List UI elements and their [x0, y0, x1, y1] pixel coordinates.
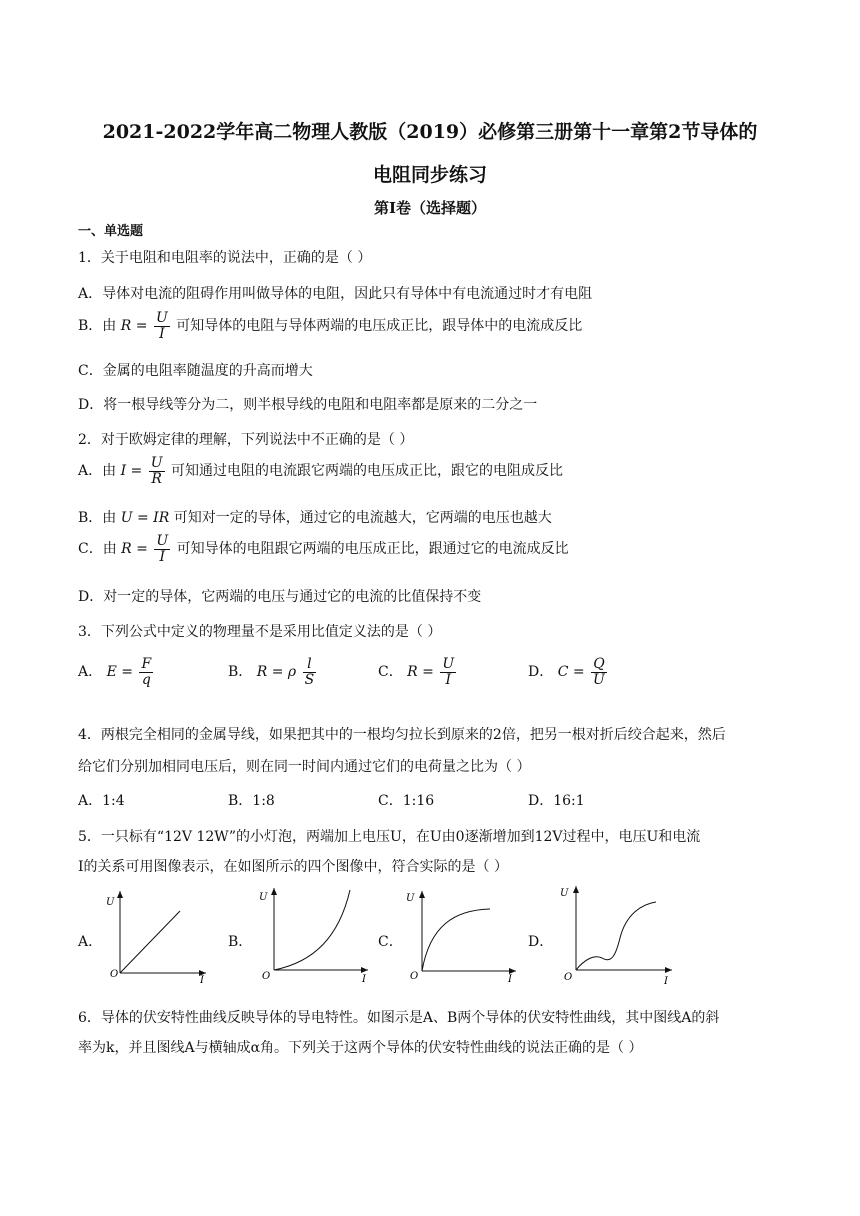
q3-b-den: S	[304, 671, 315, 688]
q5-stem-line2: I的关系可用图像表示，在如图所示的四个图像中，符合实际的是（ ）	[78, 859, 508, 875]
q2-a-num: U	[150, 455, 163, 471]
q1-b-prefix: B．由	[78, 318, 117, 335]
q3-c-label: C．	[378, 664, 403, 681]
q5-option-b-label: B．	[228, 934, 253, 950]
q6-stem-line1: 6．导体的伏安特性曲线反映导体的导电特性。如图示是A、B两个导体的伏安特性曲线，其中图线A的斜	[78, 1010, 720, 1026]
q5-option-d-label: D．	[528, 934, 554, 950]
q5-d-axis-u: U	[560, 888, 569, 899]
q3-d-lhs: C =	[557, 664, 585, 681]
q3-a-num: F	[141, 656, 152, 672]
q1-option-a: A．导体对电流的阻碍作用叫做导体的电阻，因此只有导体中有电流通过时才有电阻	[78, 286, 593, 302]
q3-a-fraction	[139, 657, 153, 687]
q2-option-c	[78, 534, 569, 564]
q5-b-axis-i: I	[362, 974, 366, 985]
q3-b-label: B．	[228, 664, 253, 681]
q6-stem-line2: 率为k，并且图线A与横轴成α角。下列关于这两个导体的伏安特性曲线的说法正确的是（ ）	[78, 1040, 643, 1056]
q1-stem: 1．关于电阻和电阻率的说法中，正确的是（ ）	[78, 250, 372, 266]
q3-d-label: D．	[528, 664, 554, 681]
q4-option-d: D．16:1	[528, 793, 585, 809]
q2-a-prefix: A．由	[78, 463, 117, 480]
q5-a-axis-u: U	[106, 897, 115, 908]
q2-c-fraction	[154, 534, 170, 564]
q3-a-den: q	[141, 671, 151, 688]
q3-c-den: I	[445, 671, 452, 688]
q2-c-num: U	[156, 533, 169, 549]
q5-graph-c	[400, 885, 520, 985]
q4-option-c: C．1:16	[378, 793, 435, 809]
q5-option-c-label: C．	[378, 934, 403, 950]
q2-stem: 2．对于欧姆定律的理解，下列说法中不正确的是（ ）	[78, 432, 414, 448]
q5-graph-b	[254, 882, 374, 986]
q2-c-formula-lhs: R =	[121, 541, 148, 558]
q4-stem-line1: 4．两根完全相同的金属导线，如果把其中的一根均匀拉长到原来的2倍，把另一根对折后绞合起来，然后	[78, 727, 726, 743]
q5-c-axis-u: U	[406, 893, 415, 904]
q2-c-den: I	[159, 548, 166, 565]
q5-option-a-label: A．	[78, 934, 103, 950]
q5-c-origin: O	[410, 971, 419, 982]
q3-c-num: U	[442, 656, 455, 672]
q5-graph-d	[554, 880, 676, 988]
volume-heading: 第I卷（选择题）	[373, 199, 487, 217]
q1-b-fraction	[154, 311, 170, 341]
q5-b-axis-u: U	[259, 892, 268, 903]
q2-c-text: 可知导体的电阻跟它两端的电压成正比，跟通过它的电流成反比	[176, 541, 569, 558]
q4-option-b: B．1:8	[228, 793, 275, 809]
q2-b-text: 可知对一定的导体，通过它的电流越大，它两端的电压也越大	[173, 510, 552, 526]
q2-option-b	[78, 507, 552, 527]
q2-a-fraction	[149, 456, 165, 486]
doc-title-line1: 2021-2022学年高二物理人教版（2019）必修第三册第十一章第2节导体的	[102, 121, 758, 143]
q3-c-fraction	[440, 657, 456, 687]
q5-d-origin: O	[564, 972, 573, 983]
q3-d-num: Q	[591, 657, 607, 673]
q3-b-lhs: R = ρ	[256, 664, 297, 681]
q1-option-d: D．将一根导线等分为二，则半根导线的电阻和电阻率都是原来的二分之一	[78, 397, 538, 413]
q5-c-axis-i: I	[508, 974, 512, 985]
q3-d-den: U	[593, 671, 605, 688]
q2-option-d: D．对一定的导体，它两端的电压与通过它的电流的比值保持不变	[78, 589, 482, 605]
q2-b-prefix: B．由	[78, 510, 117, 526]
q2-a-text: 可知通过电阻的电流跟它两端的电压成正比，跟它的电阻成反比	[171, 463, 564, 480]
q3-option-b	[228, 657, 318, 687]
q1-b-formula-lhs: R =	[120, 318, 148, 335]
q1-b-num: U	[155, 310, 168, 326]
q5-stem-line1: 5．一只标有“12V 12W”的小灯泡，两端加上电压U，在U由0逐渐增加到12V过程中，电压U和电流	[78, 829, 701, 845]
q3-b-num: l	[303, 657, 317, 673]
q3-c-lhs: R =	[407, 664, 434, 681]
q3-option-c	[378, 657, 458, 687]
q1-b-text: 可知导体的电阻与导体两端的电压成正比，跟导体中的电流成反比	[176, 318, 583, 335]
q5-a-origin: O	[110, 969, 119, 980]
doc-title-line2: 电阻同步练习	[372, 164, 487, 186]
q2-b-formula: U = IR	[120, 510, 170, 526]
q5-a-axis-i: I	[200, 975, 204, 985]
q3-option-d	[528, 657, 609, 687]
q3-b-fraction	[303, 657, 317, 687]
q2-a-formula-lhs: I =	[120, 463, 143, 480]
q4-stem-line2: 给它们分别加相同电压后，则在同一时间内通过它们的电荷量之比为（ ）	[78, 759, 531, 775]
q2-a-den: R	[151, 470, 162, 487]
q2-c-prefix: C．由	[78, 541, 117, 558]
q2-option-a	[78, 456, 563, 486]
q3-a-label: A．	[78, 664, 103, 681]
q1-b-den: I	[159, 325, 165, 342]
q3-a-lhs: E =	[106, 664, 133, 681]
section-heading: 一、单选题	[78, 224, 144, 239]
q5-graph-a	[98, 885, 210, 985]
q3-stem: 3．下列公式中定义的物理量不是采用比值定义法的是（ ）	[78, 624, 442, 640]
q3-option-a	[78, 657, 155, 687]
q1-option-b	[78, 311, 582, 341]
q4-option-a: A．1:4	[78, 793, 125, 809]
q5-d-axis-i: I	[664, 976, 668, 987]
q1-option-c: C．金属的电阻率随温度的升高而增大	[78, 363, 313, 379]
q3-d-fraction	[591, 657, 607, 687]
q5-b-origin: O	[262, 971, 271, 982]
